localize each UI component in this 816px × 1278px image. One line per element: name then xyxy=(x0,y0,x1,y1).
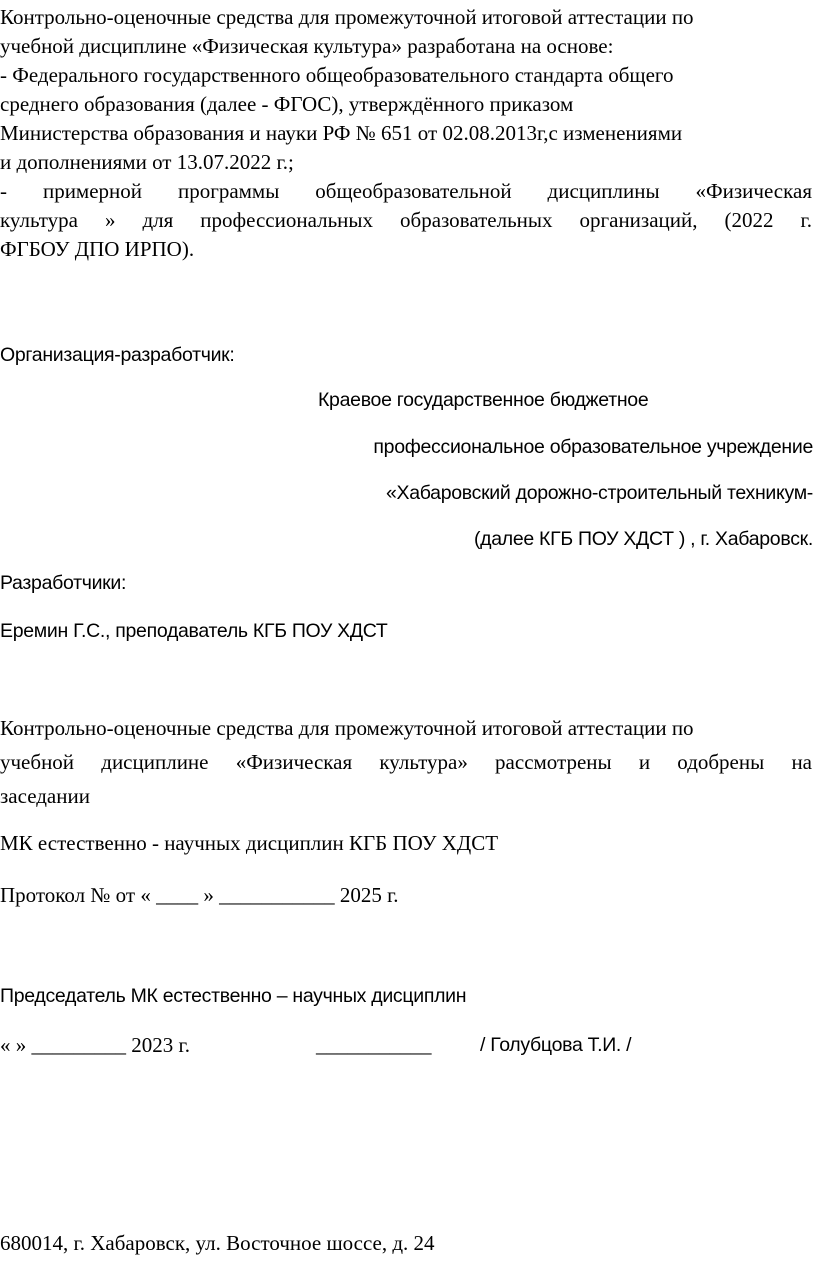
intro-line-1: Контрольно-оценочные средства для промежуточной итоговой аттестации по xyxy=(0,5,694,29)
org-line-1: Краевое государственное бюджетное xyxy=(318,389,649,411)
org-heading: Организация-разработчик: xyxy=(0,344,235,366)
chair-name: / Голубцова Т.И. / xyxy=(480,1034,632,1056)
chair-title: Председатель МК естественно – научных дисциплин xyxy=(0,985,467,1007)
developer-name: Еремин Г.С., преподаватель КГБ ПОУ ХДСТ xyxy=(0,620,388,642)
approval-line-3: заседании xyxy=(0,784,90,808)
committee-name: МК естественно - научных дисциплин КГБ ПОУ ХДСТ xyxy=(0,831,499,855)
approval-line-1: Контрольно-оценочные средства для промежуточной итоговой аттестации по xyxy=(0,716,694,740)
address: 680014, г. Хабаровск, ул. Восточное шоссе, д. 24 xyxy=(0,1231,435,1255)
intro-line-9: ФГБОУ ДПО ИРПО). xyxy=(0,237,195,261)
intro-line-3: - Федерального государственного общеобразовательного стандарта общего xyxy=(0,63,674,87)
approval-line-2: учебной дисциплине «Физическая культура» рассмотрены и одобрены на xyxy=(0,750,812,774)
org-line-3: «Хабаровский дорожно-строительный техникум- xyxy=(385,482,813,504)
protocol-line: Протокол № от « ____ » ___________ 2025 г. xyxy=(0,883,399,907)
intro-line-8: культура » для профессиональных образовательных организаций, (2022 г. xyxy=(0,208,812,232)
intro-line-6: и дополнениями от 13.07.2022 г.; xyxy=(0,150,294,174)
org-line-4: (далее КГБ ПОУ ХДСТ ) , г. Хабаровск. xyxy=(473,528,813,550)
intro-line-4: среднего образования (далее - ФГОС), утверждённого приказом xyxy=(0,92,574,116)
intro-line-2: учебной дисциплине «Физическая культура» разработана на основе: xyxy=(0,34,614,58)
intro-line-7: - примерной программы общеобразовательной дисциплины «Физическая xyxy=(0,179,812,203)
org-line-2: профессиональное образовательное учреждение xyxy=(373,436,813,458)
chair-signature-line: ___________ xyxy=(316,1033,432,1057)
developers-heading: Разработчики: xyxy=(0,572,127,594)
chair-date: « » _________ 2023 г. xyxy=(0,1033,190,1057)
intro-line-5: Министерства образования и науки РФ № 651 от 02.08.2013г,с изменениями xyxy=(0,121,683,145)
